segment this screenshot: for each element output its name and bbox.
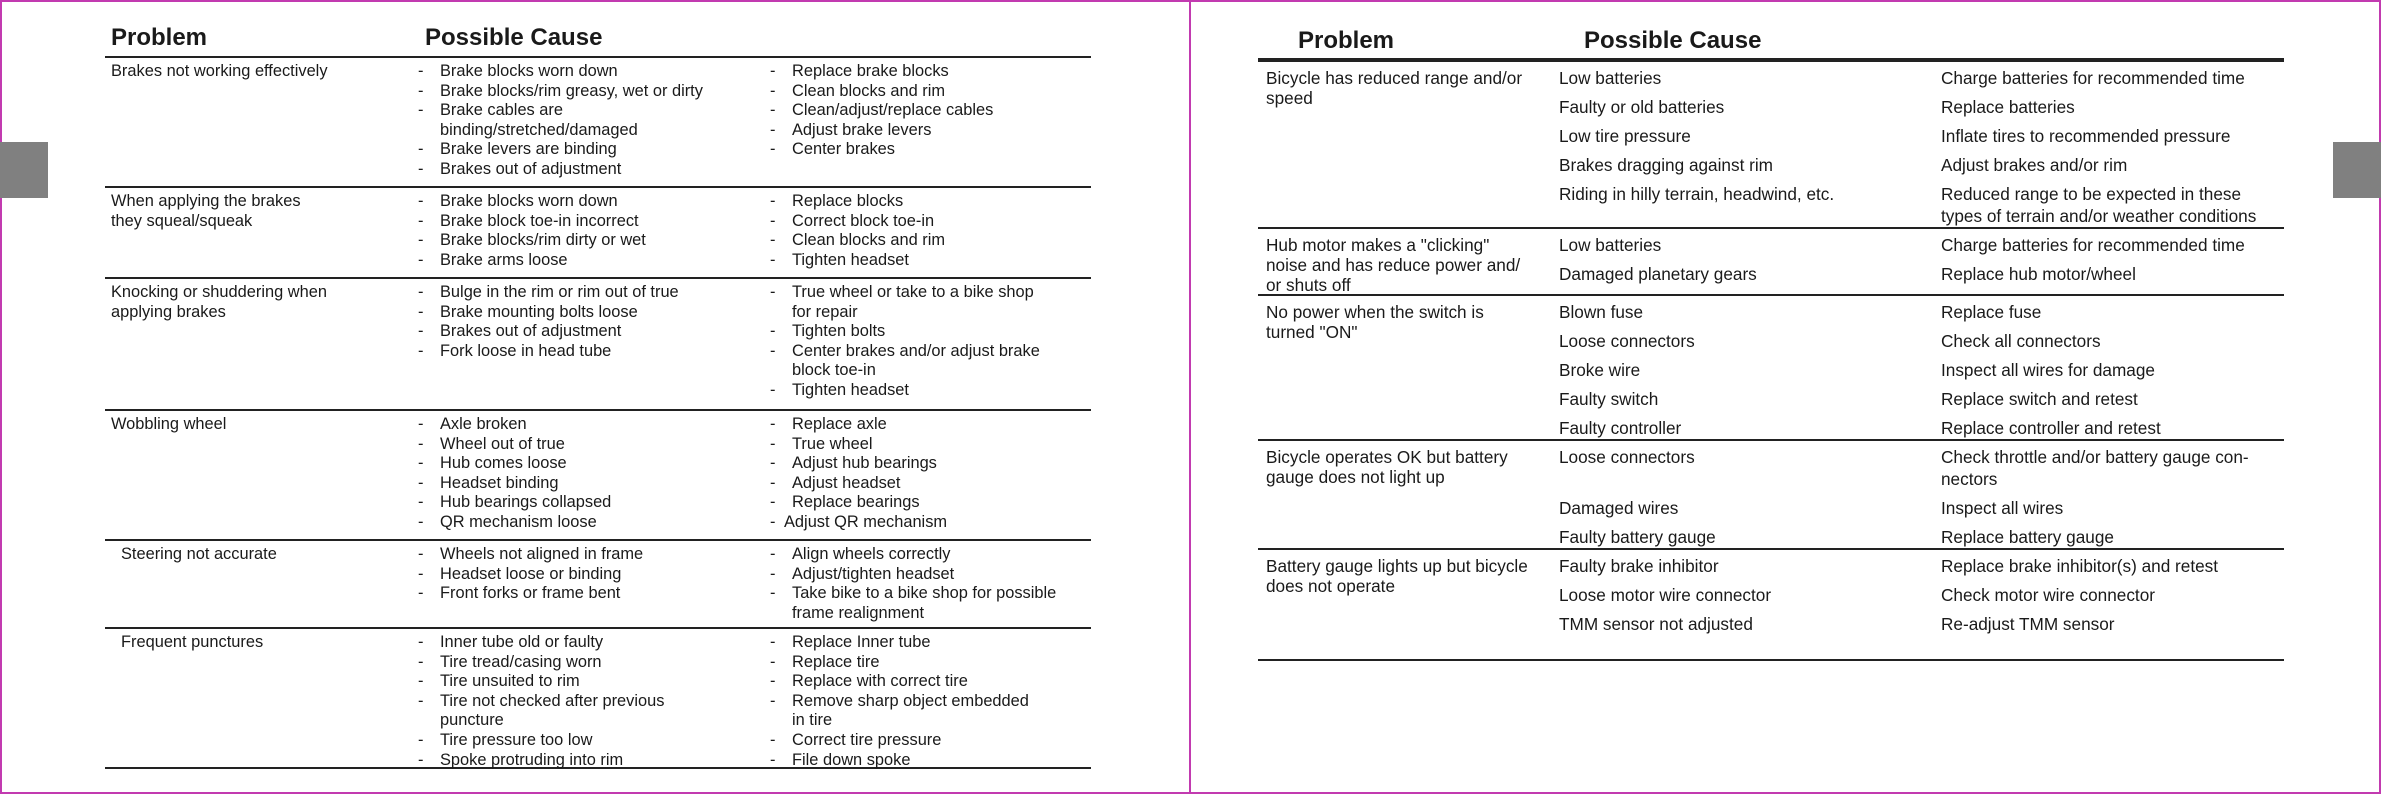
cause-cell (418, 633, 758, 770)
remedy-cell (1941, 447, 2286, 556)
cause-line: Low tire pressure (1559, 126, 1691, 146)
problem-cell (1266, 447, 1556, 487)
bullet-dash: - (418, 512, 424, 531)
problem-text: they squeal/squeak (111, 211, 253, 230)
remedy-line (770, 565, 1090, 585)
header-possible-cause: Possible Cause (425, 24, 603, 51)
remedy-cell (770, 545, 1090, 623)
line-text: True wheel (792, 434, 873, 453)
bullet-dash: - (418, 473, 424, 492)
problem-text: Steering not accurate (121, 545, 277, 563)
remedy-line (770, 604, 1090, 624)
remedy-line (770, 731, 1090, 751)
remedy-cell (1941, 235, 2286, 293)
cause-cell (418, 192, 758, 270)
header-problem: Problem (1298, 27, 1395, 54)
problem-text: Frequent punctures (121, 633, 264, 651)
cause-line: Faulty battery gauge (1559, 527, 1716, 547)
problem-text: noise and has reduce power and/ (1266, 255, 1521, 275)
line-text: Clean/adjust/replace cables (792, 101, 994, 120)
bullet-dash: - (770, 691, 776, 710)
problem-text: Battery gauge lights up but bicycle (1266, 556, 1528, 576)
cause-line (418, 251, 758, 271)
bullet-dash: - (418, 283, 424, 301)
remedy-line (770, 513, 1090, 533)
line-text: Clean blocks and rim (792, 81, 946, 100)
bullet-dash: - (418, 81, 424, 100)
cause-line (418, 545, 758, 565)
problem-text: turned "ON" (1266, 322, 1358, 342)
bullet-dash: - (770, 341, 776, 360)
line-text: Wheels not aligned in frame (440, 545, 644, 563)
line-text: Front forks or frame bent (440, 584, 621, 603)
cause-cell (1559, 302, 1929, 447)
cause-line (418, 322, 758, 342)
cause-cell (1559, 235, 1929, 293)
remedy-cell (770, 192, 1090, 270)
bullet-dash (418, 711, 440, 731)
line-text: Wheel out of true (440, 434, 565, 453)
line-text: Correct tire pressure (792, 730, 942, 749)
bullet-dash: - (770, 140, 776, 159)
remedy-line (770, 212, 1090, 232)
bullet-dash: - (770, 750, 776, 769)
remedy-line (770, 633, 1090, 653)
cause-cell (418, 62, 758, 180)
line-text: Tire tread/casing worn (440, 652, 602, 671)
line-text: Spoke protruding into rim (440, 750, 624, 769)
cause-line: Faulty controller (1559, 418, 1682, 438)
remedy-line (770, 454, 1090, 474)
remedy-line (770, 672, 1090, 692)
problem-text: Brakes not working effectively (111, 62, 328, 80)
cause-line (418, 633, 758, 653)
line-text: block toe-in (792, 361, 876, 380)
bullet-dash: - (418, 211, 424, 230)
remedy-cell (1941, 68, 2286, 235)
cause-cell (418, 545, 758, 604)
remedy-line (770, 82, 1090, 102)
remedy-line (770, 283, 1090, 303)
line-text: Replace blocks (792, 192, 904, 210)
remedy-line: Check all connectors (1941, 331, 2101, 351)
cause-cell (1559, 447, 1929, 556)
left-troubleshooting-table (105, 0, 1091, 769)
bullet-dash: - (418, 192, 424, 210)
remedy-line: Inspect all wires for damage (1941, 360, 2155, 380)
line-text: Hub comes loose (440, 454, 567, 473)
line-text: in tire (792, 711, 833, 730)
bullet-dash: - (418, 584, 424, 603)
line-text: Headset loose or binding (440, 564, 622, 583)
remedy-line (770, 751, 1090, 771)
line-text: Tire not checked after previous (440, 691, 665, 710)
problem-cell (121, 545, 411, 565)
bullet-dash: - (770, 380, 776, 399)
line-text: Brake cables are (440, 101, 563, 120)
line-text: Take bike to a bike shop for possible (792, 584, 1057, 603)
bullet-dash: - (770, 512, 776, 531)
line-text: Brake arms loose (440, 250, 568, 269)
bullet-dash: - (418, 341, 424, 360)
cause-line (418, 212, 758, 232)
cause-line (418, 731, 758, 751)
problem-text: Bicycle has reduced range and/or (1266, 68, 1523, 88)
remedy-line: Inspect all wires (1941, 498, 2064, 518)
remedy-line (770, 342, 1090, 362)
problem-text: speed (1266, 88, 1313, 108)
cause-line (418, 82, 758, 102)
problem-cell (1266, 302, 1556, 342)
bullet-dash: - (418, 750, 424, 769)
cause-line (418, 474, 758, 494)
bullet-dash: - (418, 633, 424, 651)
remedy-line: Replace hub motor/wheel (1941, 264, 2136, 284)
bullet-dash: - (770, 564, 776, 583)
line-text: frame realignment (792, 603, 925, 622)
line-text: Brake blocks/rim dirty or wet (440, 231, 646, 250)
cause-line: Damaged planetary gears (1559, 264, 1757, 284)
line-text: Replace with correct tire (792, 672, 968, 691)
bullet-dash: - (418, 322, 424, 341)
remedy-line (770, 711, 1090, 731)
line-text: Remove sharp object embedded (792, 691, 1029, 710)
cause-line (418, 101, 758, 121)
remedy-line (770, 303, 1090, 323)
line-text: puncture (440, 711, 504, 730)
cause-line: Loose motor wire connector (1559, 585, 1772, 605)
bullet-dash: - (770, 672, 776, 691)
line-text: Tighten bolts (792, 322, 886, 341)
cause-line: Loose connectors (1559, 331, 1695, 351)
line-text: Inner tube old or faulty (440, 633, 604, 651)
table-header (1258, 0, 2284, 62)
remedy-line (770, 653, 1090, 673)
bullet-dash: - (770, 62, 776, 80)
bullet-dash: - (418, 302, 424, 321)
bullet-dash: - (770, 101, 776, 120)
bullet-dash: - (418, 672, 424, 691)
cause-line (418, 283, 758, 303)
remedy-line (770, 231, 1090, 251)
line-text: Headset binding (440, 473, 559, 492)
line-text: Replace axle (792, 415, 887, 433)
bullet-dash: - (418, 652, 424, 671)
line-text: Brake mounting bolts loose (440, 302, 638, 321)
cause-line (418, 62, 758, 82)
bullet-dash: - (770, 81, 776, 100)
cause-line (418, 121, 758, 141)
cause-line: Broke wire (1559, 360, 1641, 380)
cause-line (418, 160, 758, 180)
bullet-dash: - (418, 564, 424, 583)
cause-line (418, 342, 758, 362)
remedy-line: nectors (1941, 469, 1998, 489)
remedy-cell (1941, 302, 2286, 447)
remedy-line: Charge batteries for recommended time (1941, 235, 2245, 255)
remedy-line (770, 692, 1090, 712)
bullet-dash: - (770, 434, 776, 453)
remedy-line: Replace brake inhibitor(s) and retest (1941, 556, 2219, 576)
bullet-dash: - (770, 322, 776, 341)
remedy-line: Re-adjust TMM sensor (1941, 614, 2115, 634)
table-row (1258, 229, 2284, 296)
cause-line (418, 231, 758, 251)
bullet-dash: - (770, 652, 776, 671)
bullet-dash: - (770, 120, 776, 139)
line-text: Tire unsuited to rim (440, 672, 580, 691)
cause-line (418, 435, 758, 455)
line-text: Correct block toe-in (792, 211, 935, 230)
line-text: Replace brake blocks (792, 62, 949, 80)
bullet-dash: - (770, 211, 776, 230)
line-text: Replace bearings (792, 493, 920, 512)
bullet-dash (770, 361, 792, 381)
line-text: for repair (792, 302, 858, 321)
remedy-line: Inflate tires to recommended pressure (1941, 126, 2231, 146)
problem-cell (121, 633, 411, 653)
remedy-line (770, 381, 1090, 401)
cause-line: TMM sensor not adjusted (1559, 614, 1753, 634)
bullet-dash: - (418, 250, 424, 269)
cause-line: Faulty switch (1559, 389, 1659, 409)
remedy-line: Replace fuse (1941, 302, 2042, 322)
bullet-dash: - (770, 545, 776, 563)
bullet-dash: - (418, 231, 424, 250)
line-text: Brake blocks worn down (440, 192, 618, 210)
problem-cell (1266, 235, 1556, 295)
remedy-line (770, 101, 1090, 121)
remedy-cell (770, 62, 1090, 160)
line-text: Adjust brake levers (792, 120, 932, 139)
cause-line: Blown fuse (1559, 302, 1644, 322)
bullet-dash: - (770, 283, 776, 301)
line-text: Brake block toe-in incorrect (440, 211, 639, 230)
cause-line (418, 454, 758, 474)
bullet-dash: - (418, 691, 424, 710)
bullet-dash: - (770, 633, 776, 651)
bullet-dash: - (770, 493, 776, 512)
table-row (1258, 441, 2284, 550)
remedy-line (770, 251, 1090, 271)
problem-text: Knocking or shuddering when (111, 283, 327, 301)
remedy-cell (770, 415, 1090, 533)
bullet-dash: - (418, 454, 424, 473)
line-text: Brakes out of adjustment (440, 159, 622, 178)
bullet-dash: - (770, 231, 776, 250)
cause-line (418, 653, 758, 673)
bullet-dash: - (770, 730, 776, 749)
cause-cell (1559, 556, 1929, 643)
remedy-line: Check throttle and/or battery gauge con- (1941, 447, 2249, 467)
line-text: Tire pressure too low (440, 730, 593, 749)
table-row (1258, 296, 2284, 441)
problem-text: applying brakes (111, 302, 226, 321)
bullet-dash: - (770, 473, 776, 492)
remedy-line (770, 435, 1090, 455)
line-text: Replace tire (792, 652, 880, 671)
problem-cell (111, 192, 401, 231)
bullet-dash: - (770, 584, 776, 603)
line-text: Adjust QR mechanism (784, 512, 948, 531)
right-page-tab (2333, 142, 2381, 198)
line-text: Hub bearings collapsed (440, 493, 612, 512)
bullet-dash: - (418, 730, 424, 749)
remedy-cell (770, 633, 1090, 770)
bullet-dash: - (418, 101, 424, 120)
line-text: Brake blocks worn down (440, 62, 618, 80)
table-row (1258, 62, 2284, 229)
line-text: QR mechanism loose (440, 512, 597, 531)
cause-line (418, 584, 758, 604)
cause-line (418, 711, 758, 731)
bullet-dash: - (770, 415, 776, 433)
cause-line (418, 692, 758, 712)
line-text: Adjust/tighten headset (792, 564, 955, 583)
remedy-line (770, 361, 1090, 381)
line-text: True wheel or take to a bike shop (792, 283, 1034, 301)
line-text: Replace Inner tube (792, 633, 931, 651)
remedy-line (770, 62, 1090, 82)
cause-cell (418, 415, 758, 533)
remedy-line (770, 584, 1090, 604)
problem-text: When applying the brakes (111, 192, 301, 210)
problem-cell (111, 62, 401, 82)
remedy-line (770, 415, 1090, 435)
cause-line: Brakes dragging against rim (1559, 155, 1773, 175)
cause-line (418, 672, 758, 692)
cause-line: Low batteries (1559, 68, 1662, 88)
remedy-cell (770, 283, 1090, 401)
remedy-line: Check motor wire connector (1941, 585, 2155, 605)
line-text: File down spoke (792, 750, 911, 769)
problem-text: does not operate (1266, 576, 1396, 596)
remedy-line: Charge batteries for recommended time (1941, 68, 2245, 88)
line-text: Bulge in the rim or rim out of true (440, 283, 679, 301)
table-row (105, 279, 1091, 411)
problem-text: or shuts off (1266, 275, 1351, 295)
bullet-dash: - (770, 454, 776, 473)
header-possible-cause: Possible Cause (1584, 27, 1762, 54)
cause-line (418, 415, 758, 435)
cause-line (418, 751, 758, 771)
remedy-line: Replace controller and retest (1941, 418, 2161, 438)
line-text: Adjust headset (792, 473, 901, 492)
header-problem: Problem (111, 24, 208, 51)
left-page-tab (0, 142, 48, 198)
bullet-dash: - (418, 493, 424, 512)
remedy-cell (1941, 556, 2286, 643)
cause-line: Loose connectors (1559, 447, 1695, 467)
remedy-line: Replace batteries (1941, 97, 2075, 117)
remedy-line (770, 493, 1090, 513)
bullet-dash: - (418, 140, 424, 159)
cause-line: Faulty or old batteries (1559, 97, 1725, 117)
line-text: Center brakes and/or adjust brake (792, 341, 1040, 360)
line-text: Brake blocks/rim greasy, wet or dirty (440, 81, 703, 100)
cause-line: Low batteries (1559, 235, 1662, 255)
problem-text: gauge does not light up (1266, 467, 1445, 487)
line-text: Clean blocks and rim (792, 231, 946, 250)
bullet-dash: - (418, 545, 424, 563)
bullet-dash (770, 604, 792, 624)
right-troubleshooting-table (1258, 0, 2284, 661)
cause-line: Damaged wires (1559, 498, 1679, 518)
bullet-dash: - (418, 159, 424, 178)
bullet-dash: - (418, 415, 424, 433)
problem-cell (1266, 68, 1556, 108)
problem-text: Wobbling wheel (111, 415, 227, 433)
table-row (105, 411, 1091, 541)
problem-cell (111, 415, 401, 435)
cause-line (418, 192, 758, 212)
table-row (105, 541, 1091, 629)
line-text: Brake levers are binding (440, 140, 617, 159)
problem-cell (1266, 556, 1556, 596)
table-row (105, 58, 1091, 188)
cause-line (418, 513, 758, 533)
problem-cell (111, 283, 401, 322)
table-row (105, 188, 1091, 279)
bullet-dash: - (770, 250, 776, 269)
line-text: Fork loose in head tube (440, 341, 612, 360)
line-text: Axle broken (440, 415, 527, 433)
bullet-dash (770, 303, 792, 323)
remedy-line: Reduced range to be expected in these (1941, 184, 2242, 204)
line-text: Tighten headset (792, 380, 909, 399)
line-text: Tighten headset (792, 250, 909, 269)
remedy-line: Adjust brakes and/or rim (1941, 155, 2128, 175)
cause-line (418, 140, 758, 160)
table-row (1258, 550, 2284, 661)
problem-text: Bicycle operates OK but battery (1266, 447, 1508, 467)
problem-text: Hub motor makes a "clicking" (1266, 235, 1490, 255)
line-text: binding/stretched/damaged (440, 120, 638, 139)
line-text: Brakes out of adjustment (440, 322, 622, 341)
remedy-line (770, 545, 1090, 565)
table-header (105, 0, 1091, 58)
remedy-line: Replace battery gauge (1941, 527, 2114, 547)
remedy-line (770, 140, 1090, 160)
bullet-dash (770, 711, 792, 731)
cause-line: Faulty brake inhibitor (1559, 556, 1719, 576)
cause-cell (1559, 68, 1929, 213)
bullet-dash: - (418, 62, 424, 80)
cause-cell (418, 283, 758, 361)
problem-text: No power when the switch is (1266, 302, 1484, 322)
line-text: Align wheels correctly (792, 545, 951, 563)
cause-line: Riding in hilly terrain, headwind, etc. (1559, 184, 1835, 204)
line-text: Adjust hub bearings (792, 454, 937, 473)
bullet-dash (418, 121, 440, 141)
cause-line (418, 565, 758, 585)
bullet-dash: - (418, 434, 424, 453)
remedy-line (770, 474, 1090, 494)
bullet-dash: - (770, 192, 776, 210)
remedy-line (770, 192, 1090, 212)
remedy-line (770, 121, 1090, 141)
remedy-line: types of terrain and/or weather conditions (1941, 206, 2257, 226)
remedy-line (770, 322, 1090, 342)
cause-line (418, 303, 758, 323)
line-text: Center brakes (792, 140, 895, 159)
cause-line (418, 493, 758, 513)
remedy-line: Replace switch and retest (1941, 389, 2138, 409)
table-row (105, 629, 1091, 769)
